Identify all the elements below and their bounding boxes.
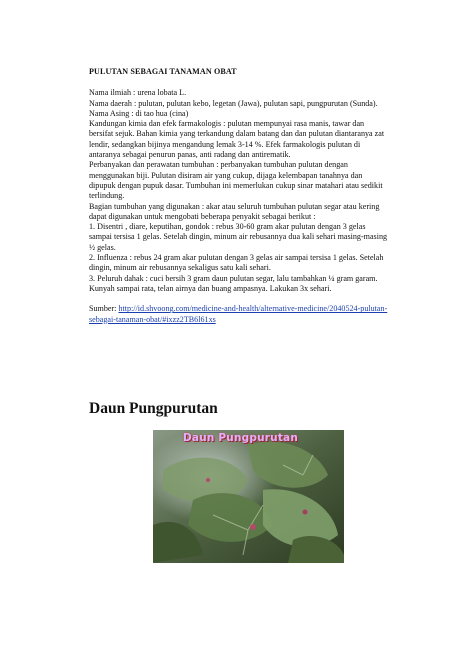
section-heading: Daun Pungpurutan <box>89 400 218 417</box>
source-line <box>89 304 389 325</box>
paragraph-scientific-name: Nama ilmiah : urena lobata L. <box>89 88 187 98</box>
plant-photo <box>153 430 344 563</box>
paragraph-chemistry: Kandungan kimia dan efek farmakologis : pulutan mempunyai rasa manis, tawar dan bersifat sejuk. Bahan kimia yang terkandung dalam batang dan dan pulutan diantaranya zat lendir, sedangkan bijinya mengandung lemak 3-14 %. Efek farmakologis pulutan di antaranya sebagai penurun panas, anti radang dan antirematik. <box>89 119 385 160</box>
paragraph-regional-name: Nama daerah : pulutan, pulutan kebo, legetan (Jawa), pulutan sapi, pungpurutan (Sunda). <box>89 98 378 108</box>
source-label: Sumber: <box>89 304 119 314</box>
paragraph-used-parts: Bagian tumbuhan yang digunakan : akar atau seluruh tumbuhan pulutan segar atau kering dapat digunakan untuk mengobati beberapa penyakit sebagai berikut : <box>89 201 380 221</box>
list-item-3: 3. Peluruh dahak : cuci bersih 3 gram daun pulutan segar, lalu tambahkan ¼ gram garam. Kunyah sampai rata, telan airnya dan buang ampasnya. Lakukan 3x sehari. <box>89 273 378 293</box>
paragraph-foreign-name: Nama Asing : di tao hua (cina) <box>89 108 189 118</box>
document-body <box>89 67 389 325</box>
list-item-1: 1. Disentri , diare, keputihan, gondok : rebus 30-60 gram akar pulutan dengan 3 gelas sampai tersisa 1 gelas. Setelah dingin, minum air rebusannya dua kali sehari masing-masing ½ gelas. <box>89 222 388 252</box>
source-link[interactable]: http://id.shvoong.com/medicine-and-health/alternative-medicine/2040524-pulutan-sebagai-tanaman-obat/#ixzz2TB6l61xs <box>89 304 388 324</box>
document-title: PULUTAN SEBAGAI TANAMAN OBAT <box>89 67 237 76</box>
leaf-illustration <box>153 430 344 563</box>
list-item-2: 2. Influenza : rebus 24 gram akar pulutan dengan 3 gelas air sampai tersisa 1 gelas. Setelah dingin, minum air rebusannya sekaligus satu kali sehari. <box>89 253 384 273</box>
photo-caption: Daun Pungpurutan <box>183 432 298 444</box>
paragraph-propagation: Perbanyakan dan perawatan tumbuhan : perbanyakan tumbuhan pulutan dengan menggunakan biji. Pulutan disiram air yang cukup, dijaga kelembapan tanahnya dan dipupuk dengan pupuk dasar. Tumbuhan ini memerlukan cukup sinar matahari atau sedikit terlindung. <box>89 160 383 201</box>
